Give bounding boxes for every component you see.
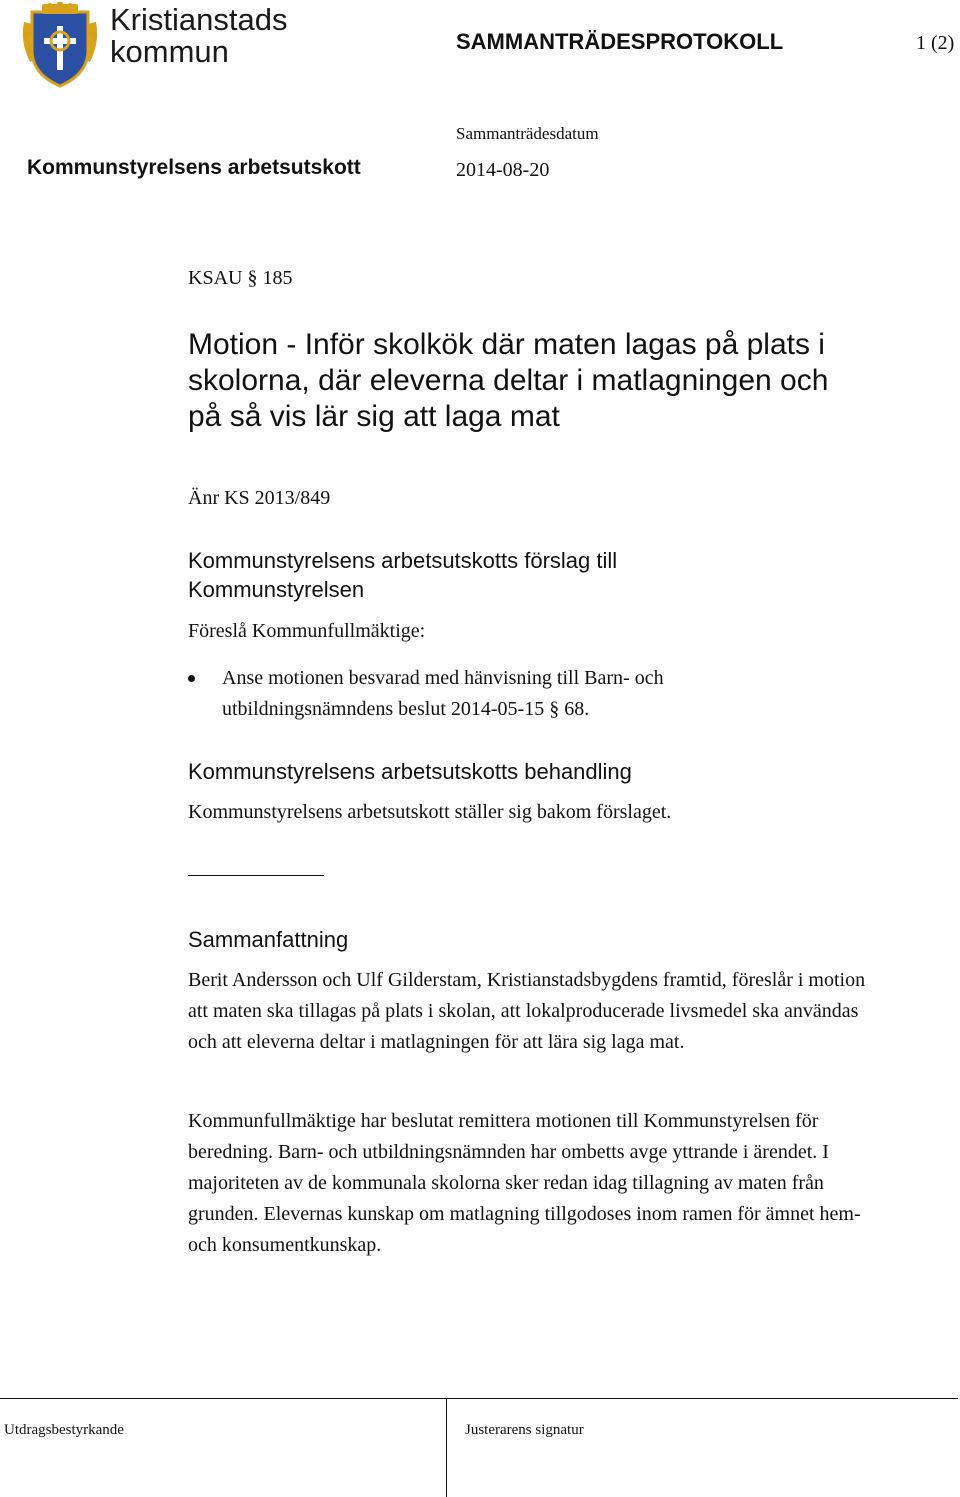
committee-name: Kommunstyrelsens arbetsutskott: [27, 156, 361, 179]
meeting-date-label: Sammanträdesdatum: [456, 124, 599, 143]
certification-label: Utdragsbestyrkande: [4, 1422, 124, 1438]
logo-wordmark-line2: kommun: [110, 34, 229, 69]
footer-column-divider: [446, 1398, 447, 1497]
bullet-icon: [188, 675, 195, 682]
matter-title: Motion - Inför skolkök där maten lagas på plats i skolorna, där eleverna deltar i matlagningen och på så vis lär sig att laga mat: [188, 328, 829, 433]
proposal-heading: Kommunstyrelsens arbetsutskotts förslag till Kommunstyrelsen: [188, 548, 618, 602]
footer-divider: [0, 1398, 958, 1399]
meeting-date: 2014-08-20: [456, 159, 550, 181]
summary-paragraph: Kommunfullmäktige har beslutat remittera motionen till Kommunstyrelsen för beredning. Barn- och utbildningsnämnden har ombetts avge yttrande i ärendet. I majoriteten av de kommunala skolorna sker redan idag tillagning av maten från grunden. Elevernas kunskap om matlagning tillgodoses inom ramen för ämnet hem- och konsumentkunskap.: [188, 1110, 861, 1256]
proposal-item-text: Anse motionen besvarad med hänvisning till Barn- och utbildningsnämndens beslut 2014-05-15 § 68.: [222, 667, 664, 720]
proposal-intro: Föreslå Kommunfullmäktige:: [188, 620, 426, 642]
page-number: 1 (2): [916, 32, 955, 54]
case-number: Änr KS 2013/849: [188, 487, 331, 509]
coat-of-arms-icon: [20, 2, 100, 88]
document-type: SAMMANTRÄDESPROTOKOLL: [456, 29, 784, 54]
summary-paragraph: Berit Andersson och Ulf Gilderstam, Kristianstadsbygdens framtid, föreslår i motion att maten ska tillagas på plats i skolan, att lokalproducerade livsmedel ska användas och att eleverna deltar i matlagningen för att lära sig laga mat.: [188, 969, 866, 1053]
paragraph-reference: KSAU § 185: [188, 267, 293, 289]
handling-heading: Kommunstyrelsens arbetsutskotts behandling: [188, 759, 632, 784]
logo-wordmark-line1: Kristianstads: [110, 2, 288, 37]
summary-heading: Sammanfattning: [188, 927, 349, 952]
section-divider: [188, 875, 324, 876]
adjuster-signature-label: Justerarens signatur: [465, 1422, 584, 1438]
handling-text: Kommunstyrelsens arbetsutskott ställer sig bakom förslaget.: [188, 801, 672, 823]
